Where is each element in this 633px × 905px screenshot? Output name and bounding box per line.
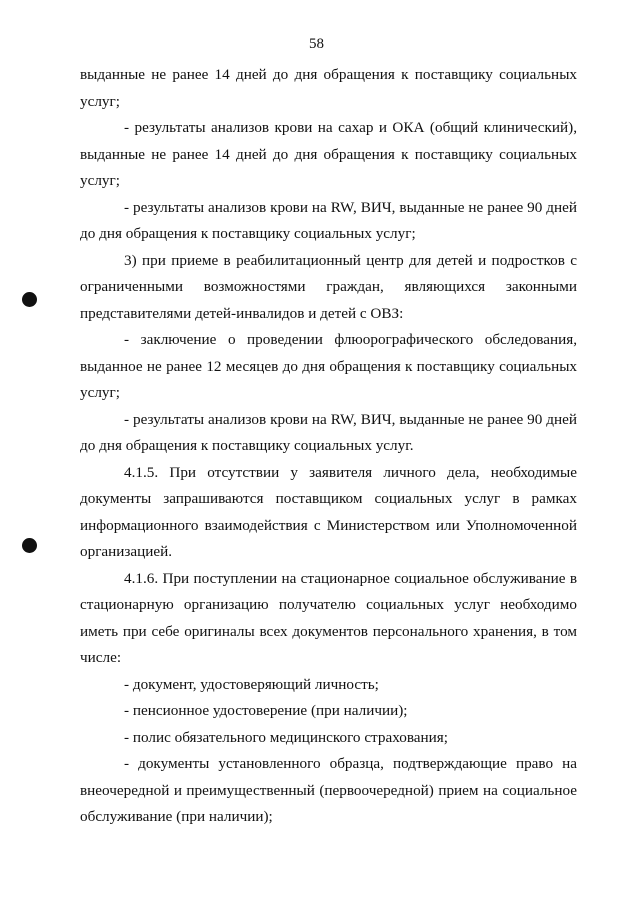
paragraph: 3) при приеме в реабилитационный центр для детей и подростков с ограниченными возможностями граждан, являющихся законными представителями детей-инвалидов и детей с ОВЗ: [80,251,577,322]
document-body [80,62,577,831]
paragraph: выданные не ранее 14 дней до дня обращения к поставщику социальных услуг; [80,66,577,110]
paragraph: - документы установленного образца, подтверждающие право на внеочередной и преимущественный (первоочередной) прием на социальное обслуживание (при наличии); [80,755,577,825]
paragraph: - заключение о проведении флюорографического обследования, выданное не ранее 12 месяцев до дня обращения к поставщику социальных услуг; [80,331,577,401]
binder-hole-bottom [22,538,37,553]
paragraph: 4.1.5. При отсутствии у заявителя личного дела, необходимые документы запрашиваются поставщиком социальных услуг в рамках информационного взаимодействия с Министерством или Уполномоченной организацией. [80,463,577,560]
paragraph: - результаты анализов крови на RW, ВИЧ, выданные не ранее 90 дней до дня обращения к поставщику социальных услуг. [80,410,577,454]
paragraph: - результаты анализов крови на RW, ВИЧ, выданные не ранее 90 дней до дня обращения к поставщику социальных услуг; [80,198,577,242]
paragraph: - полис обязательного медицинского страхования; [124,728,448,746]
paragraph: - пенсионное удостоверение (при наличии); [124,702,408,719]
binder-hole-top [22,292,37,307]
paragraph: - результаты анализов крови на сахар и ОКА (общий клинический), выданные не ранее 14 дней до дня обращения к поставщику социальных услуг; [80,119,577,189]
paragraph: - документ, удостоверяющий личность; [124,675,379,693]
page-number: 58 [309,36,324,52]
paragraph: 4.1.6. При поступлении на стационарное социальное обслуживание в стационарную организацию получателю социальных услуг необходимо иметь при себе оригиналы всех документов персонального хранения, в том числе: [80,569,577,666]
